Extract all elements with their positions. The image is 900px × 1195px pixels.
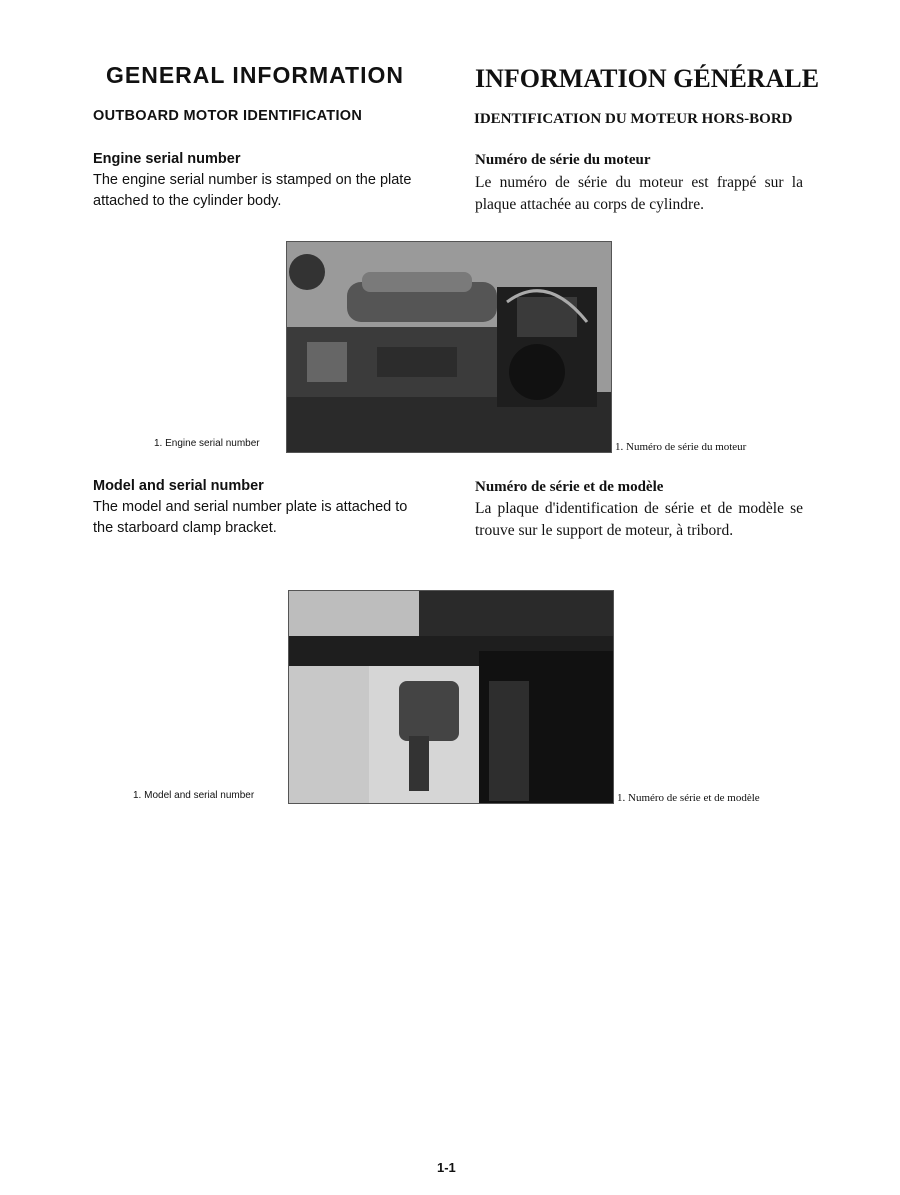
engine-serial-body-french: Le numéro de série du moteur est frappé sur la plaque attachée au corps de cylindre. [475,174,803,213]
model-serial-heading-english: Model and serial number [93,478,264,494]
section-title-english: OUTBOARD MOTOR IDENTIFICATION [93,108,363,124]
model-serial-heading-french: Numéro de série et de modèle [475,479,664,495]
page-title-french: INFORMATION GÉNÉRALE [475,64,820,93]
engine-serial-body-english: The engine serial number is stamped on the plate attached to the cylinder body. [93,172,412,209]
page-title-english: GENERAL INFORMATION [106,62,404,88]
engine-photo [286,241,612,453]
model-serial-body-french: La plaque d'identification de série et de modèle se trouve sur le support de moteur, à tribord. [475,500,803,539]
bracket-photo-caption-english: 1. Model and serial number [133,790,255,801]
engine-photo-caption-english: 1. Engine serial number [154,438,260,449]
engine-serial-heading-french: Numéro de série du moteur [475,152,651,168]
model-serial-body-english: The model and serial number plate is attached to the starboard clamp bracket. [93,499,408,536]
page-number: 1-1 [437,1160,456,1175]
engine-photo-caption-french: 1. Numéro de série du moteur [615,441,747,453]
bracket-photo [288,590,614,804]
bracket-photo-caption-french: 1. Numéro de série et de modèle [617,792,760,804]
section-title-french: IDENTIFICATION DU MOTEUR HORS-BORD [474,111,793,127]
engine-serial-heading-english: Engine serial number [93,151,241,167]
